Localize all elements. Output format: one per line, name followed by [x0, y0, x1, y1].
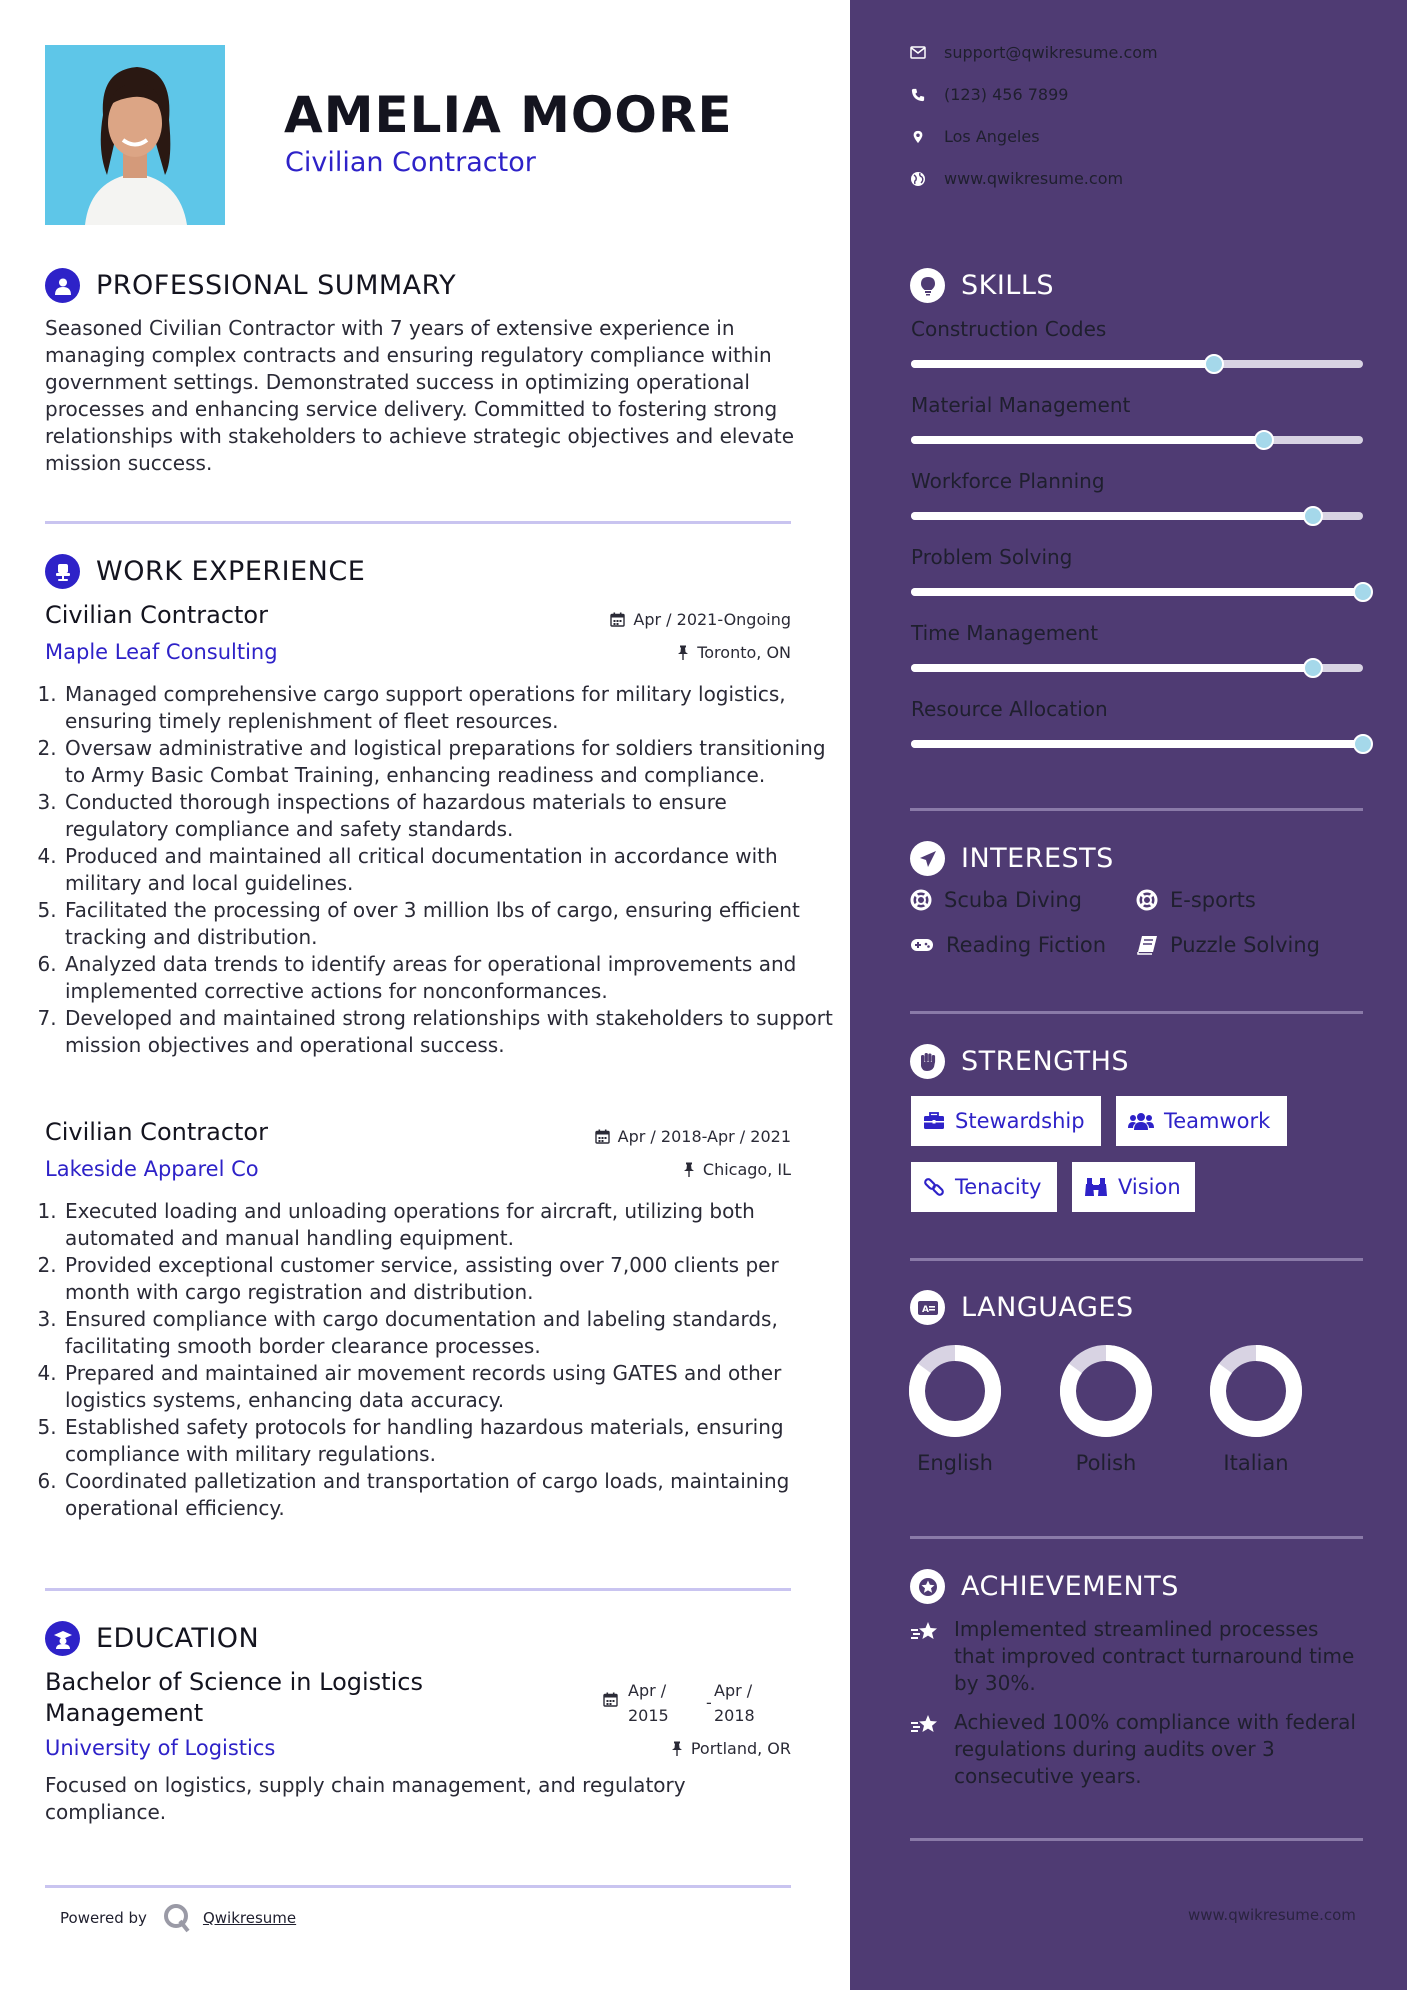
start-month: Apr / [628, 1681, 667, 1700]
languages-heading [910, 1290, 1134, 1325]
footer-powered [60, 1903, 296, 1933]
strengths-heading [910, 1044, 1129, 1079]
interests-heading [910, 841, 1114, 876]
strength-label: Tenacity [955, 1175, 1042, 1199]
job-bullets [45, 681, 833, 1059]
envelope-icon [910, 46, 926, 59]
list-item: 1. Executed loading and unloading operations for aircraft, utilizing both automated and manual handling equipment. [63, 1198, 833, 1252]
skill-name: Time Management [911, 621, 1099, 645]
candidate-title: Civilian Contractor [285, 147, 536, 178]
strength-label: Vision [1118, 1175, 1181, 1199]
job-title: Civilian Contractor [45, 601, 268, 629]
job-location [683, 1160, 791, 1179]
job-date-text: Apr / 2018-Apr / 2021 [617, 1127, 791, 1146]
degree-line-2: Management [45, 1699, 204, 1727]
language-ring [1058, 1343, 1154, 1439]
skill-name: Construction Codes [911, 317, 1107, 341]
contact-website [910, 169, 1123, 188]
strengths-heading-label: STRENGTHS [961, 1046, 1130, 1077]
lightbulb-icon [910, 268, 945, 303]
education-location-text: Portland, OR [690, 1739, 791, 1758]
achievements-heading [910, 1569, 1179, 1604]
interest-label: Scuba Diving [944, 888, 1082, 912]
date-dash: - [706, 1693, 712, 1712]
binoculars-icon [1084, 1177, 1108, 1197]
fist-icon [910, 1044, 945, 1079]
map-marker-icon [910, 130, 926, 144]
job-location [677, 643, 791, 662]
list-item: 3. Conducted thorough inspections of hazardous materials to ensure regulatory compliance and safety standards. [63, 789, 833, 843]
language-name: Italian [1223, 1451, 1289, 1475]
job-date [610, 610, 791, 629]
strength-tag [911, 1096, 1101, 1146]
paper-plane-icon [910, 841, 945, 876]
svg-text:A: A [921, 1304, 929, 1315]
skill-bar-fill [911, 360, 1214, 368]
skill-bar [911, 360, 1363, 368]
interest-label: E-sports [1170, 888, 1256, 912]
sidebar-divider [910, 1536, 1363, 1539]
list-item: 5. Established safety protocols for handling hazardous materials, ensuring compliance with military regulations. [63, 1414, 833, 1468]
summary-text: Seasoned Civilian Contractor with 7 years of extensive experience in managing complex contracts and ensuring regulatory compliance within government settings. Demonstrated success in optimizing operational processes and enhancing service delivery. Committed to fostering strong relationships with stakeholders to achieve strategic objectives and elevate mission success. [45, 316, 794, 475]
list-item: 7. Developed and maintained strong relationships with stakeholders to support mission objectives and operational success. [63, 1005, 833, 1059]
skill-bar-fill [911, 740, 1363, 748]
phone-icon [910, 88, 926, 102]
language-icon [910, 1290, 945, 1325]
pin-icon [677, 645, 689, 660]
skill-bar-fill [911, 512, 1313, 520]
list-item: 6. Coordinated palletization and transportation of cargo loads, maintaining operational efficiency. [63, 1468, 833, 1522]
skill-bar-knob [1353, 582, 1373, 602]
language-ring [907, 1343, 1003, 1439]
list-item: 3. Ensured compliance with cargo documentation and labeling standards, facilitating smooth border clearance processes. [63, 1306, 833, 1360]
skill-bar [911, 436, 1363, 444]
shooting-star-icon [910, 1713, 940, 1737]
strength-tag [1116, 1096, 1287, 1146]
interest-label: Puzzle Solving [1170, 933, 1320, 957]
school-name: University of Logistics [45, 1736, 276, 1760]
language-item [1051, 1343, 1161, 1475]
job-date-text: Apr / 2021-Ongoing [633, 610, 791, 629]
sidebar-divider [910, 1838, 1363, 1841]
section-divider [45, 1885, 791, 1888]
pin-icon [683, 1162, 695, 1177]
language-item [1201, 1343, 1311, 1475]
language-ring [1208, 1343, 1304, 1439]
globe-icon [910, 171, 926, 187]
experience-heading-label: WORK EXPERIENCE [96, 556, 366, 587]
skill-name: Material Management [911, 393, 1131, 417]
interests-heading-label: INTERESTS [961, 843, 1114, 874]
user-icon [45, 268, 80, 303]
achievement-text: Achieved 100% compliance with federal regulations during audits over 3 consecutive years. [954, 1710, 1356, 1788]
end-year: 2018 [714, 1706, 755, 1725]
qwikresume-link[interactable]: Qwikresume [202, 1909, 297, 1927]
languages-heading-label: LANGUAGES [961, 1292, 1134, 1323]
skill-bar [911, 740, 1363, 748]
achievement-item [910, 1616, 1360, 1697]
skill-name: Resource Allocation [911, 697, 1108, 721]
candidate-name: AMELIA MOORE [284, 86, 733, 144]
skill-bar-knob [1353, 734, 1373, 754]
list-item: 5. Facilitated the processing of over 3 million lbs of cargo, ensuring efficient tracking and distribution. [63, 897, 833, 951]
website-text[interactable]: www.qwikresume.com [944, 169, 1124, 188]
graduate-icon [45, 1621, 80, 1656]
skill-bar-knob [1254, 430, 1274, 450]
users-icon [1128, 1112, 1154, 1130]
powered-by-text: Powered by [60, 1909, 147, 1927]
language-item [900, 1343, 1010, 1475]
pin-icon [671, 1741, 683, 1756]
sidebar-divider [910, 1258, 1363, 1261]
book-icon [1136, 935, 1158, 955]
interest-item [1136, 888, 1256, 912]
skill-bar-knob [1204, 354, 1224, 374]
strength-label: Teamwork [1164, 1109, 1271, 1133]
calendar-icon [595, 1129, 610, 1144]
education-heading-label: EDUCATION [96, 1623, 260, 1654]
start-year: 2015 [628, 1706, 669, 1725]
job-location-text: Chicago, IL [702, 1160, 791, 1179]
section-divider [45, 1588, 791, 1591]
skill-name: Workforce Planning [911, 469, 1105, 493]
job-company: Lakeside Apparel Co [45, 1157, 259, 1181]
summary-heading [45, 268, 456, 303]
list-item: 4. Produced and maintained all critical documentation in accordance with military and local guidelines. [63, 843, 833, 897]
strength-tag [911, 1162, 1057, 1212]
contact-phone [910, 85, 1068, 104]
list-item: 1. Managed comprehensive cargo support operations for military logistics, ensuring timely replenishment of fleet resources. [63, 681, 833, 735]
summary-heading-label: PROFESSIONAL SUMMARY [96, 270, 457, 301]
contact-location [910, 127, 1040, 146]
list-item: 6. Analyzed data trends to identify areas for operational improvements and implemented corrective actions for nonconformances. [63, 951, 833, 1005]
profile-photo [45, 45, 225, 225]
life-ring-icon [910, 889, 932, 911]
language-name: English [917, 1451, 993, 1475]
sidebar-divider [910, 808, 1363, 811]
skill-bar [911, 512, 1363, 520]
interest-item [910, 933, 1106, 957]
skill-name: Problem Solving [911, 545, 1073, 569]
list-item: 4. Prepared and maintained air movement records using GATES and other logistics systems, enhancing data accuracy. [63, 1360, 833, 1414]
skills-heading [910, 268, 1054, 303]
list-item: 2. Provided exceptional customer service, assisting over 7,000 clients per month with cargo registration and distribution. [63, 1252, 833, 1306]
star-badge-icon [910, 1569, 945, 1604]
job-company: Maple Leaf Consulting [45, 640, 278, 664]
experience-heading [45, 554, 365, 589]
footer-website[interactable]: www.qwikresume.com [1188, 1906, 1356, 1924]
interest-label: Reading Fiction [946, 933, 1107, 957]
strength-tag [1072, 1162, 1195, 1212]
skill-bar-fill [911, 588, 1363, 596]
language-name: Polish [1075, 1451, 1137, 1475]
job-title: Civilian Contractor [45, 1118, 268, 1146]
interest-item [910, 888, 1082, 912]
phone-text: (123) 456 7899 [944, 85, 1069, 104]
job-location-text: Toronto, ON [697, 643, 791, 662]
calendar-icon [610, 612, 625, 627]
sidebar-divider [910, 1011, 1363, 1014]
job-date [595, 1127, 791, 1146]
life-ring-icon [1136, 889, 1158, 911]
calendar-icon [603, 1692, 618, 1707]
degree-line-1: Bachelor of Science in Logistics [45, 1668, 423, 1696]
list-item: 2. Oversaw administrative and logistical preparations for soldiers transitioning to Army Basic Combat Training, enhancing readiness and compliance. [63, 735, 833, 789]
email-text[interactable]: support@qwikresume.com [944, 43, 1158, 62]
link-icon [923, 1176, 945, 1198]
education-heading [45, 1621, 259, 1656]
skill-bar-fill [911, 664, 1313, 672]
skill-bar [911, 588, 1363, 596]
briefcase-icon [923, 1112, 945, 1130]
job-bullets [45, 1198, 833, 1522]
interest-item [1136, 933, 1320, 957]
section-divider [45, 521, 791, 524]
location-text: Los Angeles [944, 127, 1040, 146]
qwikresume-logo-icon [163, 1903, 191, 1933]
contact-email [910, 43, 1158, 62]
office-chair-icon [45, 554, 80, 589]
shooting-star-icon [910, 1620, 940, 1644]
skill-bar-fill [911, 436, 1264, 444]
gamepad-icon [910, 937, 934, 953]
education-location [671, 1739, 791, 1758]
skill-bar [911, 664, 1363, 672]
end-month: Apr / [714, 1681, 753, 1700]
education-description: Focused on logistics, supply chain management, and regulatory compliance. [45, 1773, 686, 1824]
achievements-heading-label: ACHIEVEMENTS [961, 1571, 1179, 1602]
achievement-item [910, 1709, 1360, 1790]
skills-heading-label: SKILLS [961, 270, 1055, 301]
achievement-text: Implemented streamlined processes that improved contract turnaround time by 30%. [954, 1617, 1355, 1695]
strength-label: Stewardship [955, 1109, 1085, 1133]
